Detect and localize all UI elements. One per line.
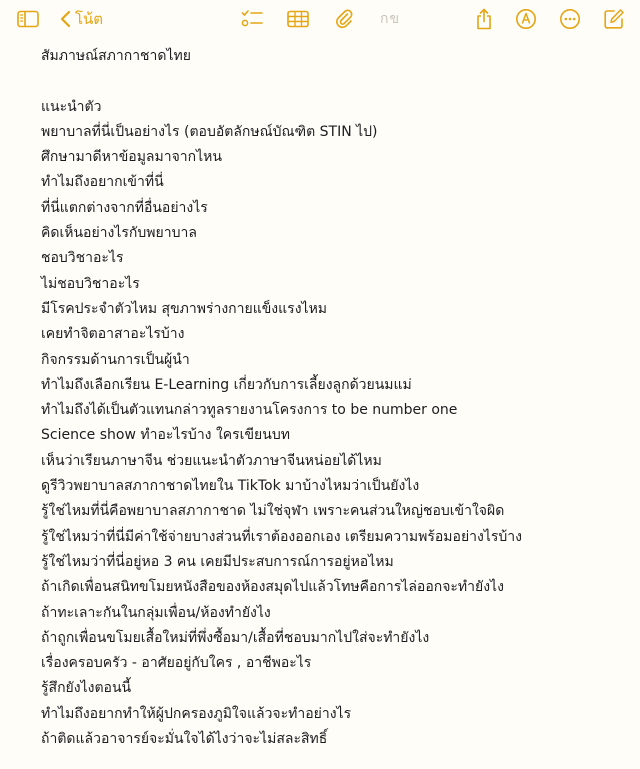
note-line[interactable]: พยาบาลที่นี่เป็นอย่างไร (ตอบอัตลักษณ์บัณฑิต STIN ไป) <box>41 123 378 140</box>
back-button[interactable] <box>60 6 103 32</box>
keyboard-label: กข <box>379 11 401 27</box>
more-button[interactable] <box>559 6 581 32</box>
note-line[interactable]: คิดเห็นอย่างไรกับพยาบาล <box>41 225 197 242</box>
markup-pen-icon <box>515 8 537 30</box>
compose-icon <box>603 8 625 30</box>
back-label: โน้ต <box>75 10 104 28</box>
more-icon <box>559 8 581 30</box>
note-line[interactable]: ทำไมถึงอยากเข้าที่นี่ <box>41 174 164 191</box>
note-line[interactable]: ถ้าถูกเพื่อนขโมยเสื้อใหม่ที่พึ่งซื้อมา/เสื้อที่ชอบมากไปใส่จะทำยังไง <box>41 629 430 646</box>
markup-button[interactable] <box>515 6 537 32</box>
share-icon <box>475 8 493 30</box>
note-line[interactable]: รู้ใช่ไหมที่นี่คือพยาบาลสภากาชาด ไม่ใช่จุฬา เพราะคนส่วนใหญ่ชอบเข้าใจผิด <box>41 503 505 520</box>
note-line[interactable]: รู้สึกยังไงตอนนี้ <box>41 680 132 697</box>
note-line[interactable]: รู้ใช่ไหมว่าที่นี่อยู่หอ 3 คน เคยมีประสบการณ์การอยู่หอไหม <box>41 553 394 570</box>
note-line[interactable]: ถ้าทะเลาะกันในกลุ่มเพื่อน/ห้องทำยังไง <box>41 604 271 621</box>
sidebar-toggle-button[interactable] <box>16 6 40 32</box>
note-line[interactable]: แนะนำตัว <box>41 98 102 115</box>
checklist-icon <box>241 9 263 29</box>
blank-line <box>41 69 621 94</box>
share-button[interactable] <box>473 6 495 32</box>
note-line[interactable]: ไม่ชอบวิชาอะไร <box>41 275 140 292</box>
sidebar-icon <box>17 10 39 28</box>
paperclip-icon <box>335 8 353 30</box>
keyboard-language-button[interactable] <box>378 6 402 32</box>
note-line[interactable]: ทำไมถึงอยากทำให้ผู้ปกครองภูมิใจแล้วจะทำอย่างไร <box>41 705 352 722</box>
note-line[interactable]: ถ้าเกิดเพื่อนสนิทขโมยหนังสือของห้องสมุดไปแล้วโทษคือการไล่ออกจะทำยังไง <box>41 579 504 596</box>
table-button[interactable] <box>286 6 310 32</box>
note-line[interactable]: รู้ใช่ไหมว่าที่นี่มีค่าใช้จ่ายบางส่วนที่เราต้องออกเอง เตรียมความพร้อมอย่างไรบ้าง <box>41 528 522 545</box>
note-lines <box>41 95 621 753</box>
table-icon <box>287 10 309 28</box>
note-line[interactable]: ชอบวิชาอะไร <box>41 250 124 267</box>
note-line[interactable]: Science show ทำอะไรบ้าง ใครเขียนบท <box>41 427 290 444</box>
note-line[interactable]: ทำไมถึงเลือกเรียน E-Learning เกี่ยวกับการเลี้ยงลูกด้วยนมแม่ <box>41 376 412 393</box>
note-line[interactable]: มีโรคประจำตัวไหม สุขภาพร่างกายแข็งแรงไหม <box>41 300 328 317</box>
note-line[interactable]: เห็นว่าเรียนภาษาจีน ช่วยแนะนำตัวภาษาจีนหน่อยได้ไหม <box>41 452 382 469</box>
attachment-button[interactable] <box>333 6 355 32</box>
note-title[interactable]: สัมภาษณ์สภากาชาดไทย <box>41 48 191 64</box>
note-line[interactable]: ถ้าติดแล้วอาจารย์จะมั่นใจได้ไงว่าจะไม่สละสิทธิ์ <box>41 731 328 748</box>
toolbar <box>0 0 640 38</box>
note-body[interactable] <box>41 44 621 752</box>
note-line[interactable]: เคยทำจิตอาสาอะไรบ้าง <box>41 326 185 343</box>
note-line[interactable]: ที่นี่แตกต่างจากที่อื่นอย่างไร <box>41 199 208 216</box>
note-line[interactable]: เรื่องครอบครัว - อาศัยอยู่กับใคร , อาชีพอะไร <box>41 655 312 672</box>
compose-button[interactable] <box>603 6 625 32</box>
note-line[interactable]: ศึกษามาดีหาข้อมูลมาจากไหน <box>41 149 222 166</box>
note-line[interactable]: ทำไมถึงได้เป็นตัวแทนกล่าวทูลรายงานโครงการ to be number one <box>41 402 458 419</box>
checklist-button[interactable] <box>241 6 263 32</box>
note-line[interactable]: กิจกรรมด้านการเป็นผู้นำ <box>41 351 190 368</box>
chevron-left-icon <box>60 10 71 28</box>
note-line[interactable]: ดูรีวิวพยาบาลสภากาชาดไทยใน TikTok มาบ้างไหมว่าเป็นยังไง <box>41 478 420 495</box>
